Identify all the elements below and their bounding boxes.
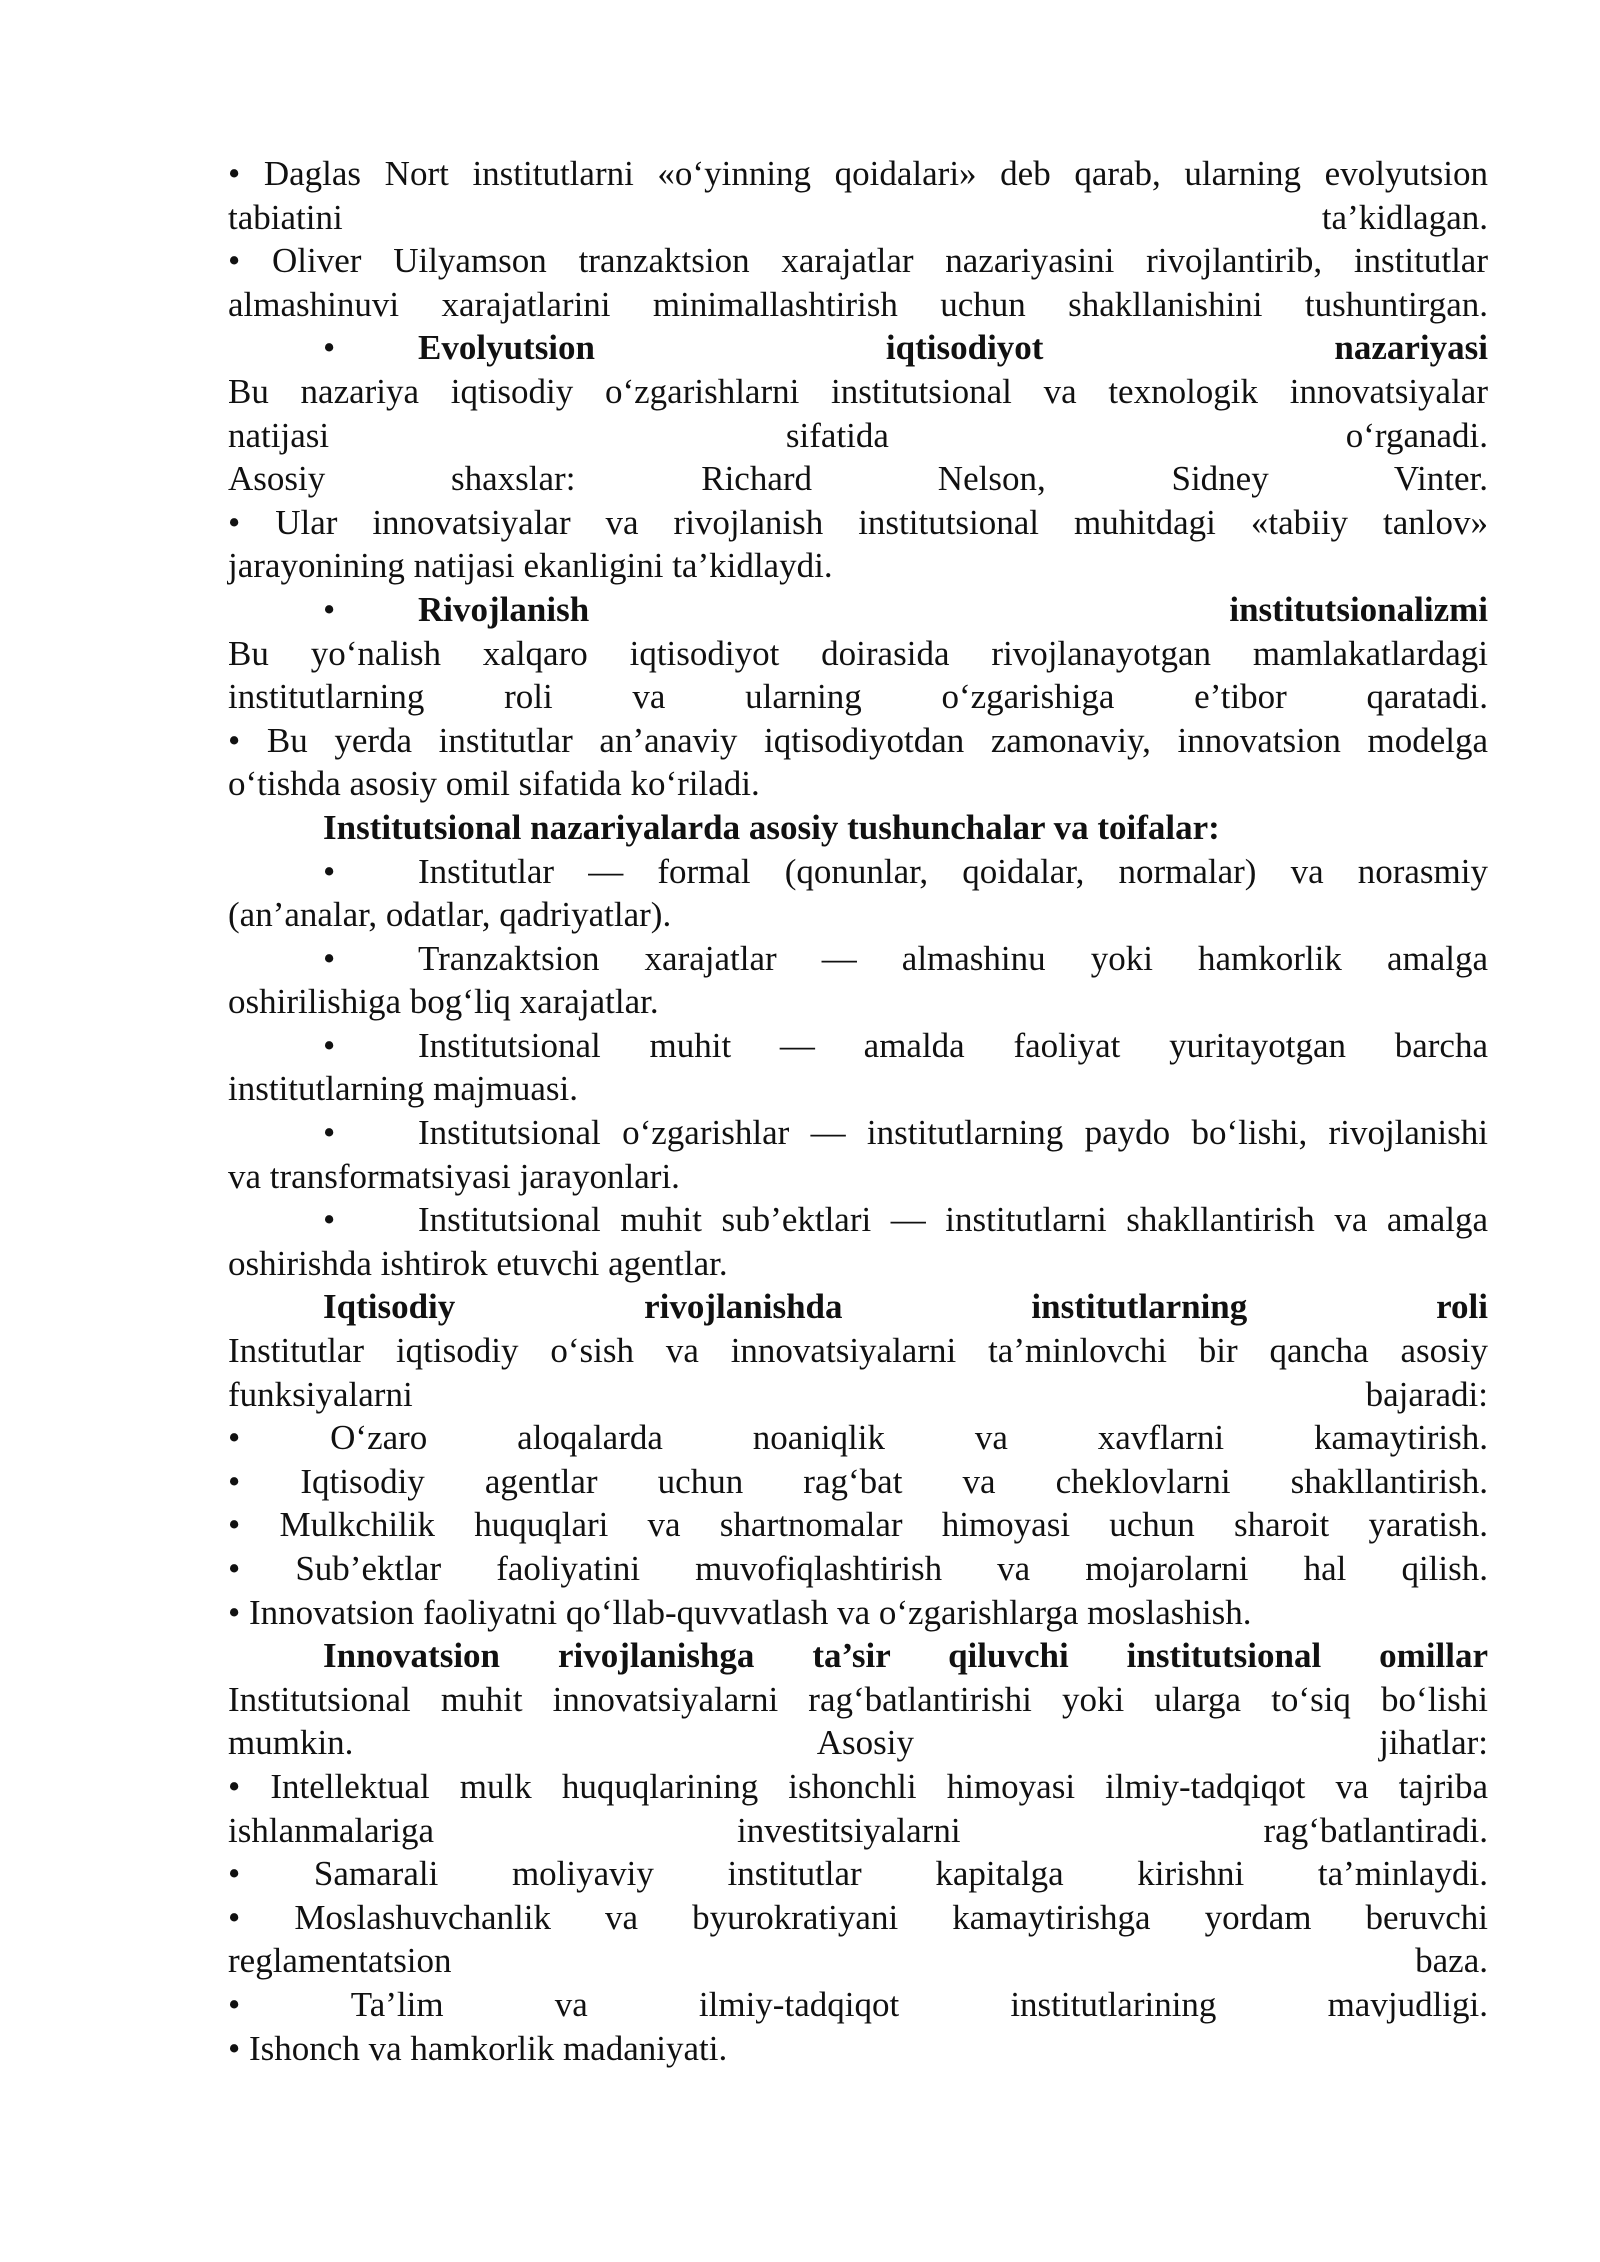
text-line: jarayonining natijasi ekanligini ta’kidlaydi. [228, 546, 833, 586]
bullet-text: Institutsional o‘zgarishlar — institutlarning paydo bo‘lishi, rivojlanishi [418, 1113, 1488, 1153]
bullet-item [228, 850, 1488, 894]
bullet-text: Institutsional muhit sub’ektlari — institutlarni shakllantirish va amalga [418, 1200, 1488, 1240]
bullet-icon: • [323, 938, 336, 978]
text-line: • Ishonch va hamkorlik madaniyati. [228, 2028, 728, 2068]
text-line: ishlanmalariga investitsiyalarni rag‘batlantiradi. [228, 1810, 1488, 1850]
text-line: • Ta’lim va ilmiy-tadqiqot institutlarining mavjudligi. [228, 1984, 1488, 2024]
section-heading: Innovatsion rivojlanishga ta’sir qiluvchi institutsional omillar [323, 1636, 1488, 1676]
text-line: (an’analar, odatlar, qadriyatlar). [228, 895, 672, 935]
text-line: • Oliver Uilyamson tranzaktsion xarajatlar nazariyasini rivojlantirib, institutlar [228, 241, 1488, 281]
bullet-text: Tranzaktsion xarajatlar — almashinu yoki hamkorlik amalga [418, 938, 1488, 978]
text-line: • Daglas Nort institutlarni «o‘yinning qoidalari» deb qarab, ularning evolyutsion [228, 154, 1488, 193]
text-line: • Samarali moliyaviy institutlar kapitalga kirishni ta’minlaydi. [228, 1854, 1488, 1894]
text-fragment: ta’kidlagan. [1321, 197, 1488, 237]
bullet-text: Institutlar — formal (qonunlar, qoidalar, normalar) va norasmiy [418, 851, 1488, 891]
text-line: o‘tishda asosiy omil sifatida ko‘riladi. [228, 764, 760, 804]
bullet-icon: • [323, 328, 336, 368]
text-line: • Intellektual mulk huquqlarining ishonchli himoyasi ilmiy-tadqiqot va tajriba [228, 1766, 1488, 1806]
bullet-text: Institutsional muhit — amalda faoliyat yuritayotgan barcha [418, 1025, 1488, 1065]
text-line: Institutsional muhit innovatsiyalarni rag‘batlantirishi yoki ularga to‘siq bo‘lishi [228, 1679, 1488, 1719]
text-fragment: tabiatini [228, 197, 343, 237]
bullet-icon: • [323, 1113, 336, 1153]
bullet-item [228, 1198, 1488, 1242]
bullet-icon: • [323, 1025, 336, 1065]
text-line: reglamentatsion baza. [228, 1941, 1488, 1981]
text-line: oshirishda ishtirok etuvchi agentlar. [228, 1243, 728, 1283]
text-line: Institutlar iqtisodiy o‘sish va innovatsiyalarni ta’minlovchi bir qancha asosiy [228, 1331, 1488, 1371]
text-line: • Iqtisodiy agentlar uchun rag‘bat va cheklovlarni shakllantirish. [228, 1461, 1488, 1501]
bullet-item [228, 1024, 1488, 1068]
text-line: almashinuvi xarajatlarini minimallashtirish uchun shakllanishini tushuntirgan. [228, 284, 1488, 324]
text-line: • O‘zaro aloqalarda noaniqlik va xavflarni kamaytirish. [228, 1418, 1488, 1458]
bullet-icon: • [323, 1200, 336, 1240]
text-line: • Bu yerda institutlar an’anaviy iqtisodiyotdan zamonaviy, innovatsion modelga [228, 720, 1488, 760]
text-line: va transformatsiyasi jarayonlari. [228, 1156, 680, 1196]
text-line: Bu nazariya iqtisodiy o‘zgarishlarni institutsional va texnologik innovatsiyalar [228, 371, 1488, 411]
bullet-icon: • [323, 851, 336, 891]
section-heading: Iqtisodiy rivojlanishda institutlarning roli [323, 1287, 1488, 1327]
text-line: • Innovatsion faoliyatni qo‘llab-quvvatlash va o‘zgarishlarga moslashish. [228, 1592, 1252, 1632]
bullet-item [228, 937, 1488, 981]
text-line: natijasi sifatida o‘rganadi. [228, 415, 1488, 455]
text-line: • Sub’ektlar faoliyatini muvofiqlashtirish va mojarolarni hal qilish. [228, 1549, 1488, 1588]
text-line: oshirilishiga bog‘liq xarajatlar. [228, 982, 659, 1022]
text-line: • Ular innovatsiyalar va rivojlanish institutsional muhitdagi «tabiiy tanlov» [228, 502, 1488, 542]
heading-text: Evolyutsion iqtisodiyot nazariyasi [418, 328, 1488, 368]
text-line: • Moslashuvchanlik va byurokratiyani kamaytirishga yordam beruvchi [228, 1897, 1488, 1937]
section-heading: Institutsional nazariyalarda asosiy tushunchalar va toifalar: [323, 807, 1220, 847]
text-line: institutlarning roli va ularning o‘zgarishiga e’tibor qaratadi. [228, 677, 1488, 717]
document-page [228, 152, 1488, 2070]
heading-text: Rivojlanish institutsionalizmi [418, 589, 1488, 629]
section-heading [228, 326, 1488, 370]
text-line: Bu yo‘nalish xalqaro iqtisodiyot doirasida rivojlanayotgan mamlakatlardagi [228, 633, 1488, 673]
text-line: funksiyalarni bajaradi: [228, 1374, 1488, 1414]
text-line: institutlarning majmuasi. [228, 1069, 578, 1109]
text-line [228, 196, 1488, 240]
text-line: mumkin. Asosiy jihatlar: [228, 1723, 1488, 1763]
text-line: • Mulkchilik huquqlari va shartnomalar himoyasi uchun sharoit yaratish. [228, 1505, 1488, 1545]
section-heading [228, 588, 1488, 632]
bullet-item [228, 1111, 1488, 1155]
text-line: Asosiy shaxslar: Richard Nelson, Sidney Vinter. [228, 459, 1488, 499]
bullet-icon: • [323, 589, 336, 629]
